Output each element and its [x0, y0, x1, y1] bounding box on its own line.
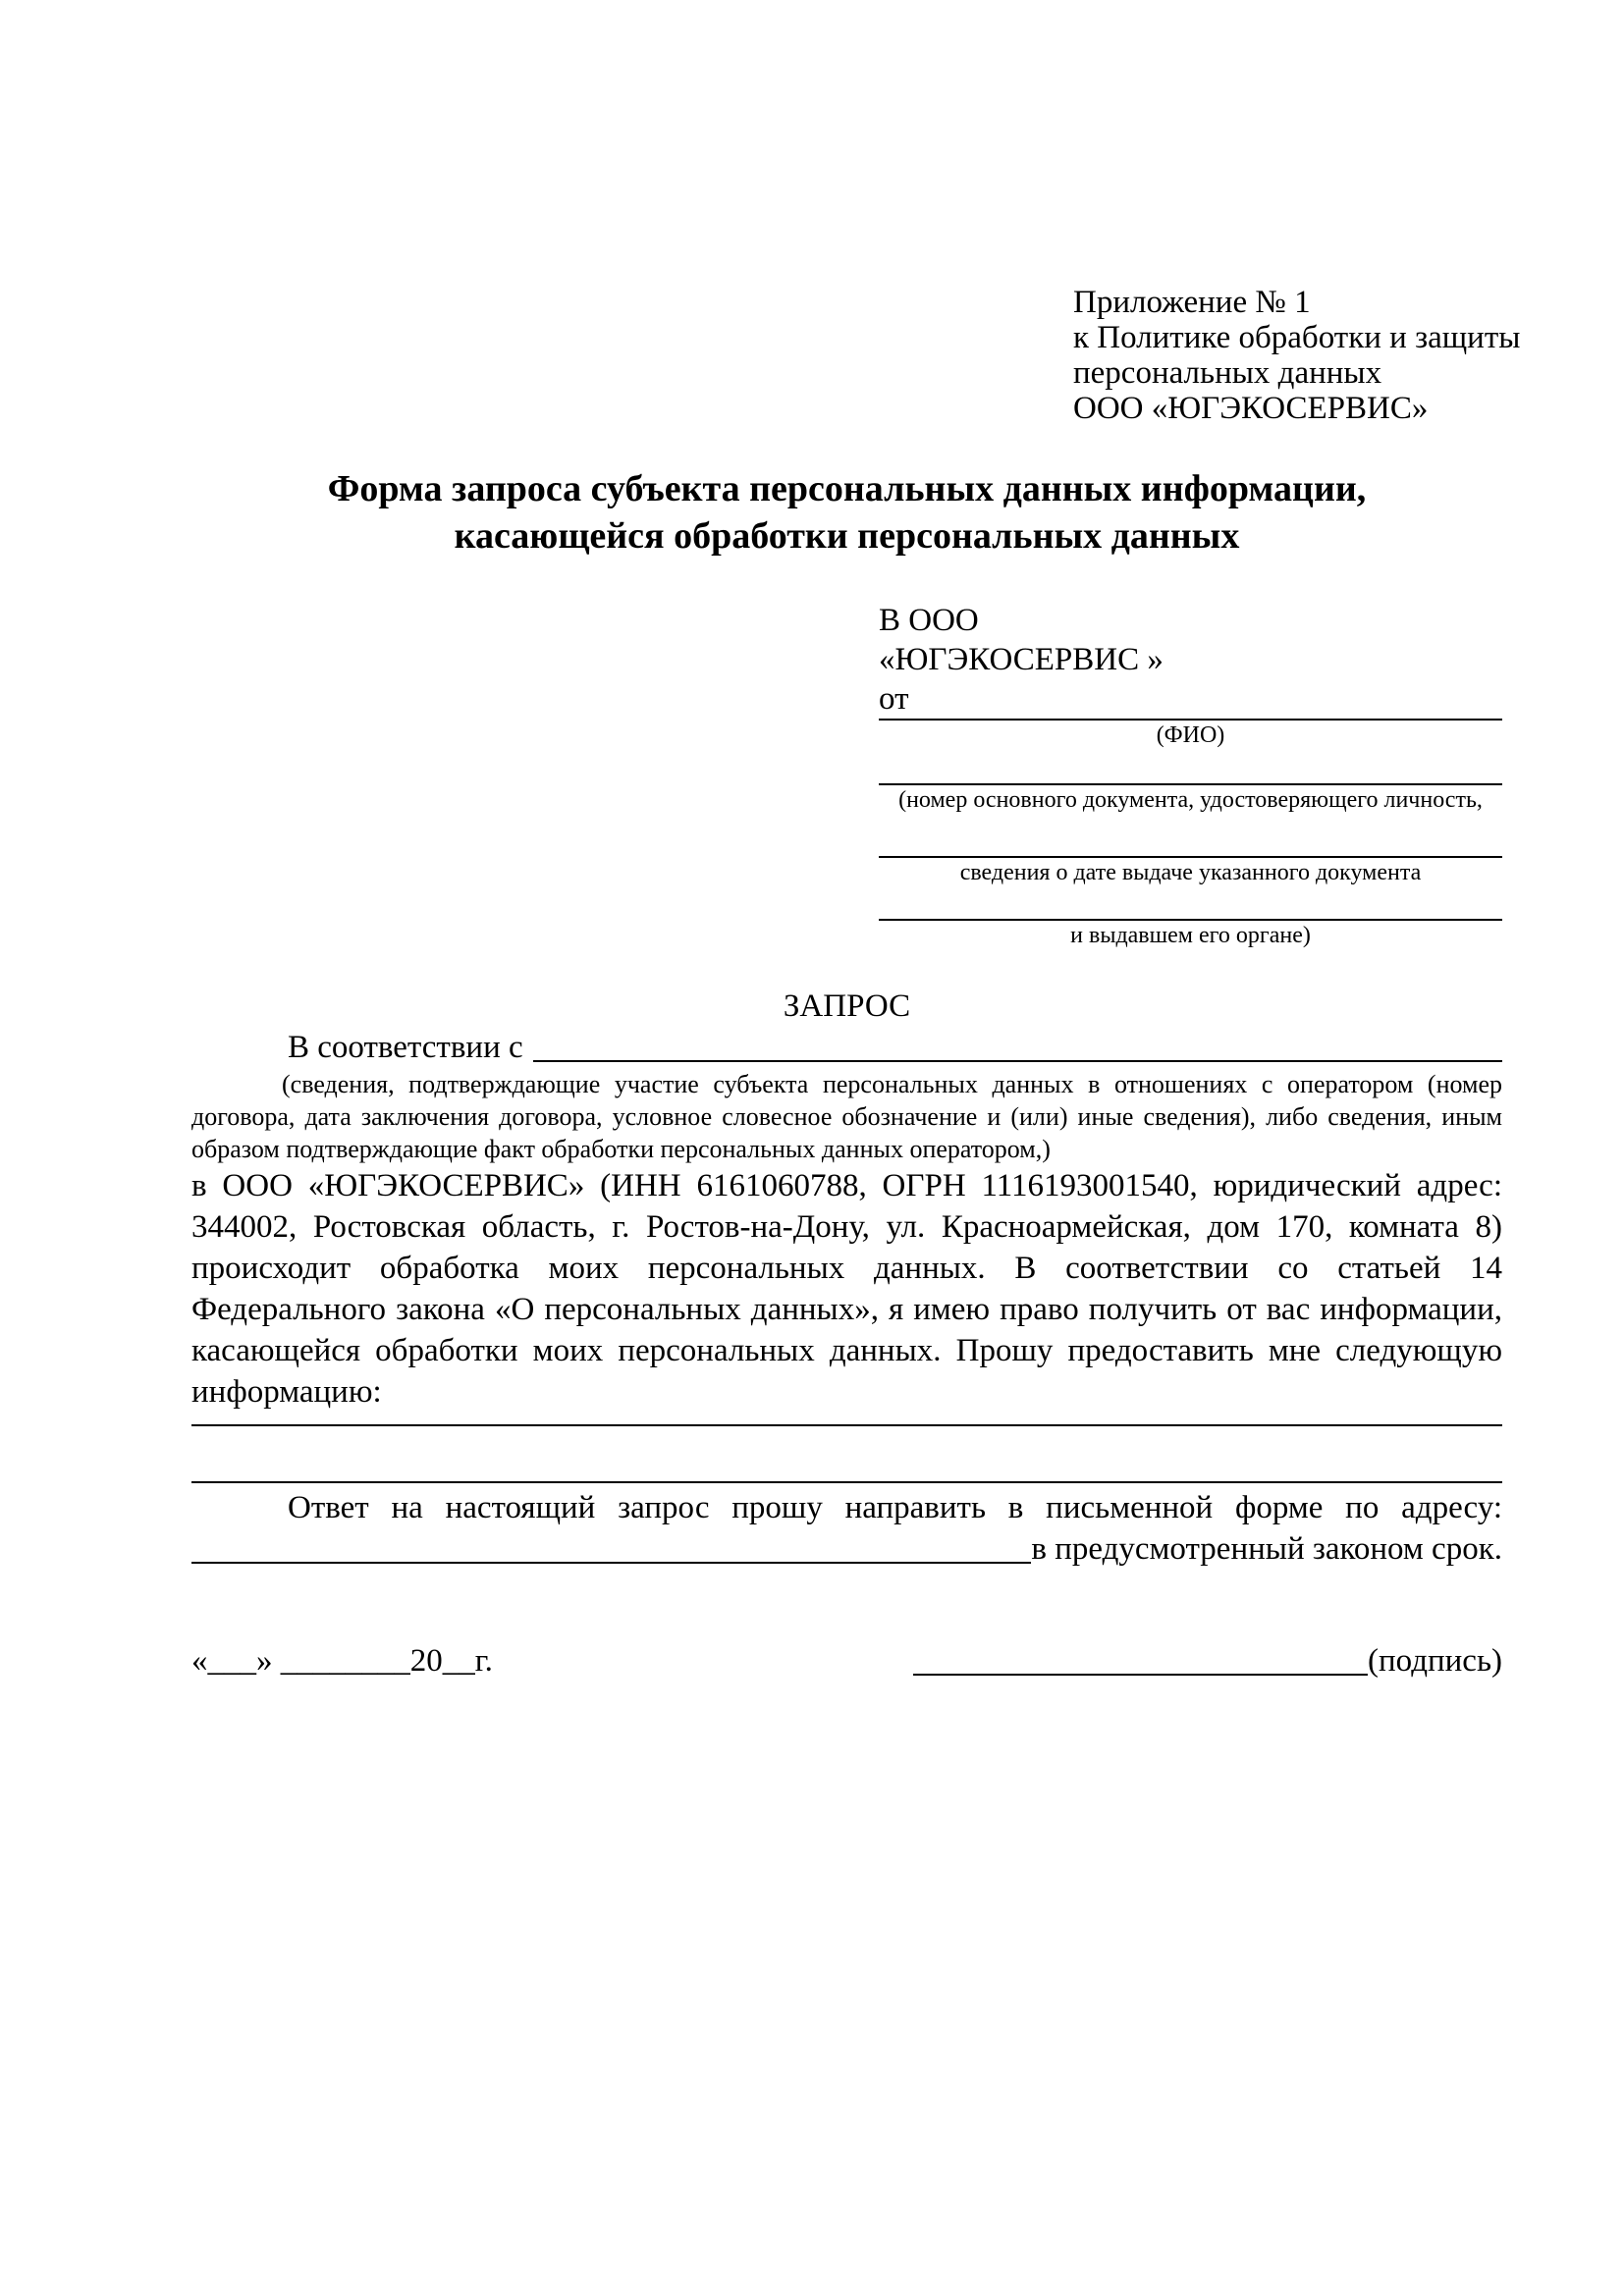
accordance-lead: В соответствии с — [288, 1030, 523, 1065]
document-title — [191, 465, 1502, 560]
request-heading: ЗАПРОС — [783, 988, 911, 1024]
addressee-to-line-2: «ЮГЭКОСЕРВИС » — [879, 642, 1164, 677]
response-tail: в предусмотренный законом срок. — [1031, 1531, 1502, 1567]
document-title-line-1: Форма запроса субъекта персональных данных информации, — [327, 468, 1367, 509]
response-lead: Ответ на настоящий запрос прошу направить в письменной форме по адресу: — [288, 1490, 1502, 1525]
request-body: в ООО «ЮГЭКОСЕРВИС» (ИНН 6161060788, ОГРН 1116193001540, юридический адрес: 344002, Ростовская область, г. Ростов-на-Дону, ул. Красноармейская, дом 170, комната 8) происходит обработка моих персональных данных. В соответствии со статьей 14 Федерального закона «О персональных данных», я имею право получить от вас информации, касающейся обработки моих персональных данных. Прошу предоставить мне следующую информацию: — [191, 1168, 1502, 1410]
addressee-from-label: от — [879, 681, 909, 717]
signature-blank-line — [913, 1674, 1368, 1676]
annex-block — [1073, 285, 1521, 426]
annex-line-2: к Политике обработки и защиты — [1073, 320, 1521, 355]
response-address-line — [191, 1528, 1502, 1570]
address-blank-line — [191, 1562, 1031, 1564]
doc-issuer-caption: и выдавшем его органе) — [1070, 923, 1311, 948]
info-blank-line-2 — [191, 1481, 1502, 1483]
annex-line-3: персональных данных — [1073, 355, 1382, 391]
date-blanks: «___» ________20__г. — [191, 1643, 493, 1679]
document-content — [191, 285, 1521, 1682]
accordance-blank-line — [533, 1060, 1502, 1062]
date-signature-row — [191, 1640, 1502, 1682]
document-title-line-2: касающейся обработки персональных данных — [454, 515, 1240, 557]
accordance-note: (сведения, подтверждающие участие субъекта персональных данных в отношениях с оператором (номер договора, дата заключения договора, условное словесное обозначение и (или) иные сведения), либо сведения, иным образом подтверждающие факт обработки персональных данных оператором,) — [191, 1070, 1502, 1163]
annex-line-1: Приложение № 1 — [1073, 285, 1311, 320]
signature-cell — [913, 1640, 1502, 1682]
addressee-to-line-1: В ООО — [879, 603, 979, 638]
signature-caption: (подпись) — [1368, 1643, 1502, 1679]
doc-number-caption: (номер основного документа, удостоверяющего личность, — [898, 787, 1483, 813]
fio-caption: (ФИО) — [1156, 722, 1225, 748]
addressee-block — [879, 601, 1502, 950]
annex-line-4: ООО «ЮГЭКОСЕРВИС» — [1073, 391, 1429, 426]
info-blank-line-1 — [191, 1424, 1502, 1426]
accordance-line — [288, 1027, 1502, 1068]
doc-date-caption: сведения о дате выдаче указанного документа — [959, 860, 1422, 885]
